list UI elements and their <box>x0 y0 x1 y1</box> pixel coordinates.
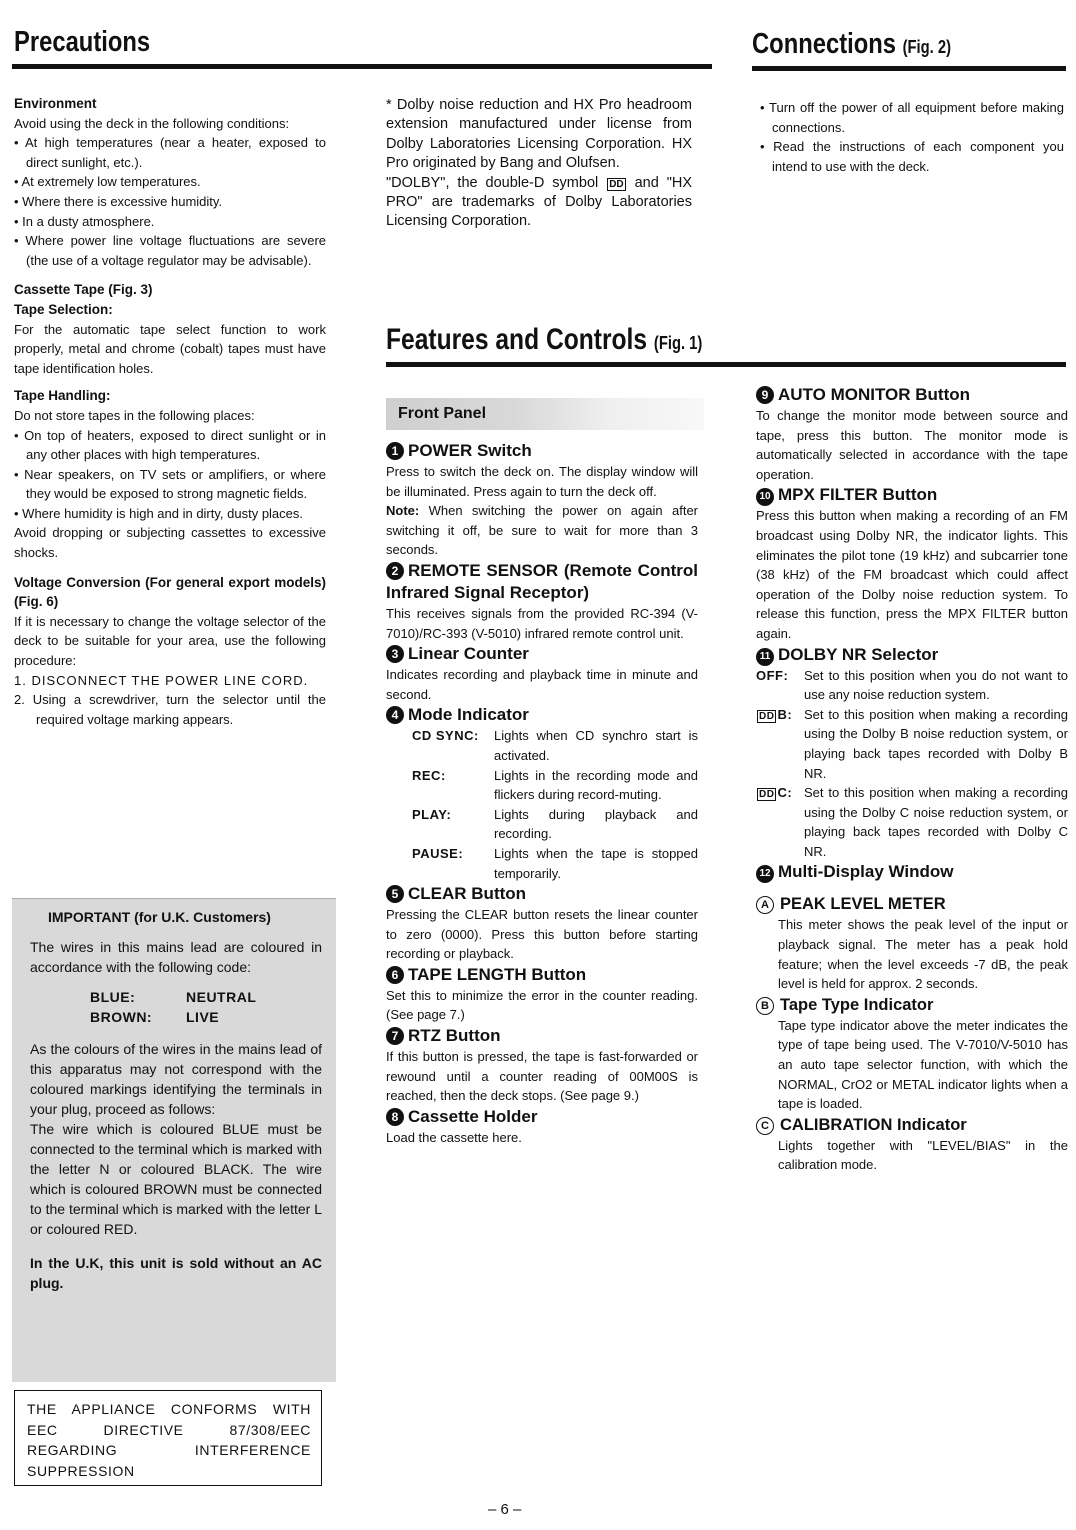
number-10-icon: 10 <box>756 488 774 506</box>
tape-handling-outro: Avoid dropping or subjecting cassettes to excessive shocks. <box>14 525 326 561</box>
cassette-holder-title: 8 Cassette Holder <box>386 1106 698 1128</box>
calibration-title: C CALIBRATION Indicator <box>756 1114 1068 1136</box>
clear-button-text: Pressing the CLEAR button resets the linear counter to zero (0000). Press this button before starting recording or playback. <box>386 907 698 962</box>
environment-title: Environment <box>14 96 97 111</box>
power-switch-title: 1 POWER Switch <box>386 440 698 462</box>
cassette-title: Cassette Tape (Fig. 3) <box>14 282 153 298</box>
power-switch-text: Press to switch the deck on. The display window will be illuminated. Press again to turn the deck off. <box>386 464 698 499</box>
tape-length-title: 6 TAPE LENGTH Button <box>386 964 698 986</box>
connections-column <box>760 98 1064 176</box>
important-note: In the U.K, this unit is sold without an AC plug. <box>30 1255 322 1291</box>
brown-value: LIVE <box>186 1009 220 1025</box>
environment-bullet: • Where there is excessive humidity. <box>14 193 223 209</box>
environment-bullet: • At high temperatures (near a heater, exposed to direct sunlight, etc.). <box>14 135 326 170</box>
environment-bullet: • In a dusty atmosphere. <box>14 213 155 229</box>
important-box <box>12 898 336 1382</box>
features-middle-column <box>386 440 698 1147</box>
connections-bullet: • Turn off the power of all equipment before making connections. <box>760 100 1064 135</box>
tape-selection-title: Tape Selection: <box>14 301 113 317</box>
tape-type-text: Tape type indicator above the meter indicates the type of tape being used. The V-7010/V-5010 has an auto tape selector function, with which the NORMAL, CrO2 or METAL indicator lights when a tape is loaded. <box>778 1017 1068 1112</box>
letter-b-icon: B <box>756 997 774 1015</box>
eec-notice-box <box>14 1390 322 1486</box>
number-6-icon: 6 <box>386 966 404 984</box>
mpx-filter-title: 10 MPX FILTER Button <box>756 484 1068 506</box>
multi-display-title: 12 Multi-Display Window <box>756 861 1068 883</box>
number-9-icon: 9 <box>756 386 774 404</box>
number-3-icon: 3 <box>386 645 404 663</box>
mpx-filter-text: Press this button when making a recording of an FM broadcast using Dolby NR, the indicator lights. This eliminates the pilot tone (19 kHz) and subcarrier tone (38 kHz) of the FM broadcast which could affect operation of the Dolby noise reduction system. To release this function, press the MPX FILTER button again. <box>756 508 1068 641</box>
double-d-symbol: DD <box>759 789 775 801</box>
mode-item: REC: Lights in the recording mode and flickers during record-muting. <box>412 767 698 803</box>
double-d-symbol: DD <box>609 178 624 190</box>
voltage-intro: If it is necessary to change the voltage selector of the deck to be suitable for your area, use the following procedure: <box>14 613 326 669</box>
number-1-icon: 1 <box>386 442 404 460</box>
number-4-icon: 4 <box>386 706 404 724</box>
number-11-icon: 11 <box>756 648 774 666</box>
eec-notice-text: THE APPLIANCE CONFORMS WITH EEC DIRECTIVE 87/308/EEC REGARDING INTERFERENCE SUPPRESSION <box>27 1401 311 1479</box>
blue-value: NEUTRAL <box>186 989 257 1005</box>
precautions-heading: Precautions <box>14 26 151 58</box>
wire-code-table <box>90 987 322 1027</box>
environment-intro: Avoid using the deck in the following conditions: <box>14 115 290 131</box>
rtz-button-text: If this button is pressed, the tape is fast-forwarded or rewound until a counter reading of 00M00S is reached, then the deck stops. (See page 9.) <box>386 1049 698 1104</box>
brown-label: BROWN: <box>90 1009 153 1025</box>
connections-fig: (Fig. 2) <box>902 37 952 57</box>
front-panel-label: Front Panel <box>398 405 487 422</box>
tape-selection-text: For the automatic tape select function to work properly, metal and chrome (cobalt) tapes must have tape identification holes. <box>14 321 326 376</box>
tape-handling-bullet: • On top of heaters, exposed to direct sunlight or in any other places with high temperatures. <box>14 427 326 463</box>
features-rule <box>386 362 1066 367</box>
mode-item: CD SYNC: Lights when CD synchro start is activated. <box>412 728 698 763</box>
important-title: IMPORTANT (for U.K. Customers) <box>48 909 271 925</box>
calibration-text: Lights together with "LEVEL/BIAS" in the calibration mode. <box>778 1137 1068 1173</box>
connections-title: Connections <box>752 28 897 60</box>
mode-item: PAUSE: Lights when the tape is stopped temporarily. <box>412 845 698 881</box>
tape-length-text: Set this to minimize the error in the counter reading. (See page 7.) <box>386 987 698 1023</box>
mode-item: PLAY: Lights during playback and recording. <box>412 806 698 842</box>
linear-counter-title: 3 Linear Counter <box>386 643 698 665</box>
dolby-trademark-note <box>386 96 692 232</box>
number-12-icon: 12 <box>756 865 774 883</box>
page-number: – 6 – <box>488 1501 522 1518</box>
connections-bullet: • Read the instructions of each component you intend to use with the deck. <box>760 139 1064 174</box>
precautions-rule <box>12 64 712 69</box>
cassette-holder-text: Load the cassette here. <box>386 1129 522 1145</box>
dolby-note-line2: "DOLBY", the double-D symbol DD and "HX PRO" are trademarks of Dolby Laboratories Licensing Corporation. <box>386 174 693 230</box>
peak-meter-title: A PEAK LEVEL METER <box>756 893 1068 915</box>
dolby-nr-title: 11 DOLBY NR Selector <box>756 644 1068 666</box>
remote-sensor-text: This receives signals from the provided RC-394 (V-7010)/RC-393 (V-5010) infrared remote control unit. <box>386 605 698 641</box>
important-intro: The wires in this mains lead are coloured in accordance with the following code: <box>30 939 322 975</box>
connections-heading <box>752 28 951 61</box>
number-7-icon: 7 <box>386 1027 404 1045</box>
dolby-item-c: DD C: Set to this position when making a recording using the Dolby C noise reduction system, or playing back tapes recorded with Dolby C NR. <box>759 785 1068 859</box>
environment-bullet: • At extremely low temperatures. <box>14 174 201 190</box>
letter-a-icon: A <box>756 896 774 914</box>
voltage-step: 1. DISCONNECT THE POWER LINE CORD. <box>14 672 309 688</box>
features-right-column <box>756 384 1068 1175</box>
clear-button-title: 5 CLEAR Button <box>386 883 698 905</box>
remote-sensor-title: 2 REMOTE SENSOR (Remote Control Infrared Signal Receptor) <box>386 560 698 602</box>
tape-handling-bullet: • Near speakers, on TV sets or amplifiers, or where they would be exposed to strong magnetic fields. <box>14 466 327 502</box>
number-8-icon: 8 <box>386 1108 404 1126</box>
power-switch-note: Note: When switching the power on again after switching it off, be sure to wait for more than 3 seconds. <box>386 503 698 558</box>
tape-handling-intro: Do not store tapes in the following places: <box>14 407 255 423</box>
peak-meter-text: This meter shows the peak level of the input or playback signal. The meter has a peak hold feature; when the level exceeds -7 dB, the peak level is held for approx. 2 seconds. <box>778 917 1068 992</box>
features-fig: (Fig. 1) <box>653 333 703 353</box>
dolby-item-b: DD B: Set to this position when making a recording using the Dolby B noise reduction system, or playing back tapes recorded with Dolby B NR. <box>759 706 1068 781</box>
features-title: Features and Controls <box>386 323 648 356</box>
voltage-title: Voltage Conversion (For general export models) (Fig. 6) <box>14 574 326 610</box>
tape-handling-title: Tape Handling: <box>14 388 111 404</box>
environment-bullet: • Where power line voltage fluctuations are severe (the use of a voltage regulator may be advisable). <box>14 233 327 268</box>
dolby-note-line1: * Dolby noise reduction and HX Pro headroom extension manufactured under license from Dolby Laboratories Licensing Corporation. HX Pro originated by Bang and Olufsen. <box>386 97 692 172</box>
dolby-item-off: OFF: Set to this position when you do not want to use any noise reduction system. <box>756 667 1068 703</box>
auto-monitor-title: 9 AUTO MONITOR Button <box>756 384 1068 406</box>
important-para2: The wire which is coloured BLUE must be connected to the terminal which is marked with the letter N or coloured BLACK. The wire which is coloured BROWN must be connected to the terminal which is marked with the letter L or coloured RED. <box>30 1121 322 1237</box>
double-d-symbol: DD <box>759 710 775 722</box>
rtz-button-title: 7 RTZ Button <box>386 1025 698 1047</box>
tape-handling-bullet: • Where humidity is high and in dirty, dusty places. <box>14 505 304 521</box>
number-2-icon: 2 <box>386 562 404 580</box>
connections-rule <box>752 66 1066 71</box>
letter-c-icon: C <box>756 1117 774 1135</box>
voltage-step: 2. Using a screwdriver, turn the selector until the required voltage marking appears. <box>14 692 326 727</box>
features-heading <box>386 323 702 357</box>
linear-counter-text: Indicates recording and playback time in minute and second. <box>386 667 698 702</box>
tape-type-title: B Tape Type Indicator <box>756 994 1068 1016</box>
mode-indicator-title: 4 Mode Indicator <box>386 704 698 726</box>
blue-label: BLUE: <box>90 989 136 1005</box>
important-para1: As the colours of the wires in the mains lead of this apparatus may not correspond with the coloured markings identifying the terminals in your plug, proceed as follows: <box>30 1041 322 1117</box>
precautions-column <box>14 94 326 729</box>
auto-monitor-text: To change the monitor mode between source and tape, press this button. The monitor mode is automatically selected in accordance with the tape operation. <box>756 408 1068 482</box>
number-5-icon: 5 <box>386 885 404 903</box>
